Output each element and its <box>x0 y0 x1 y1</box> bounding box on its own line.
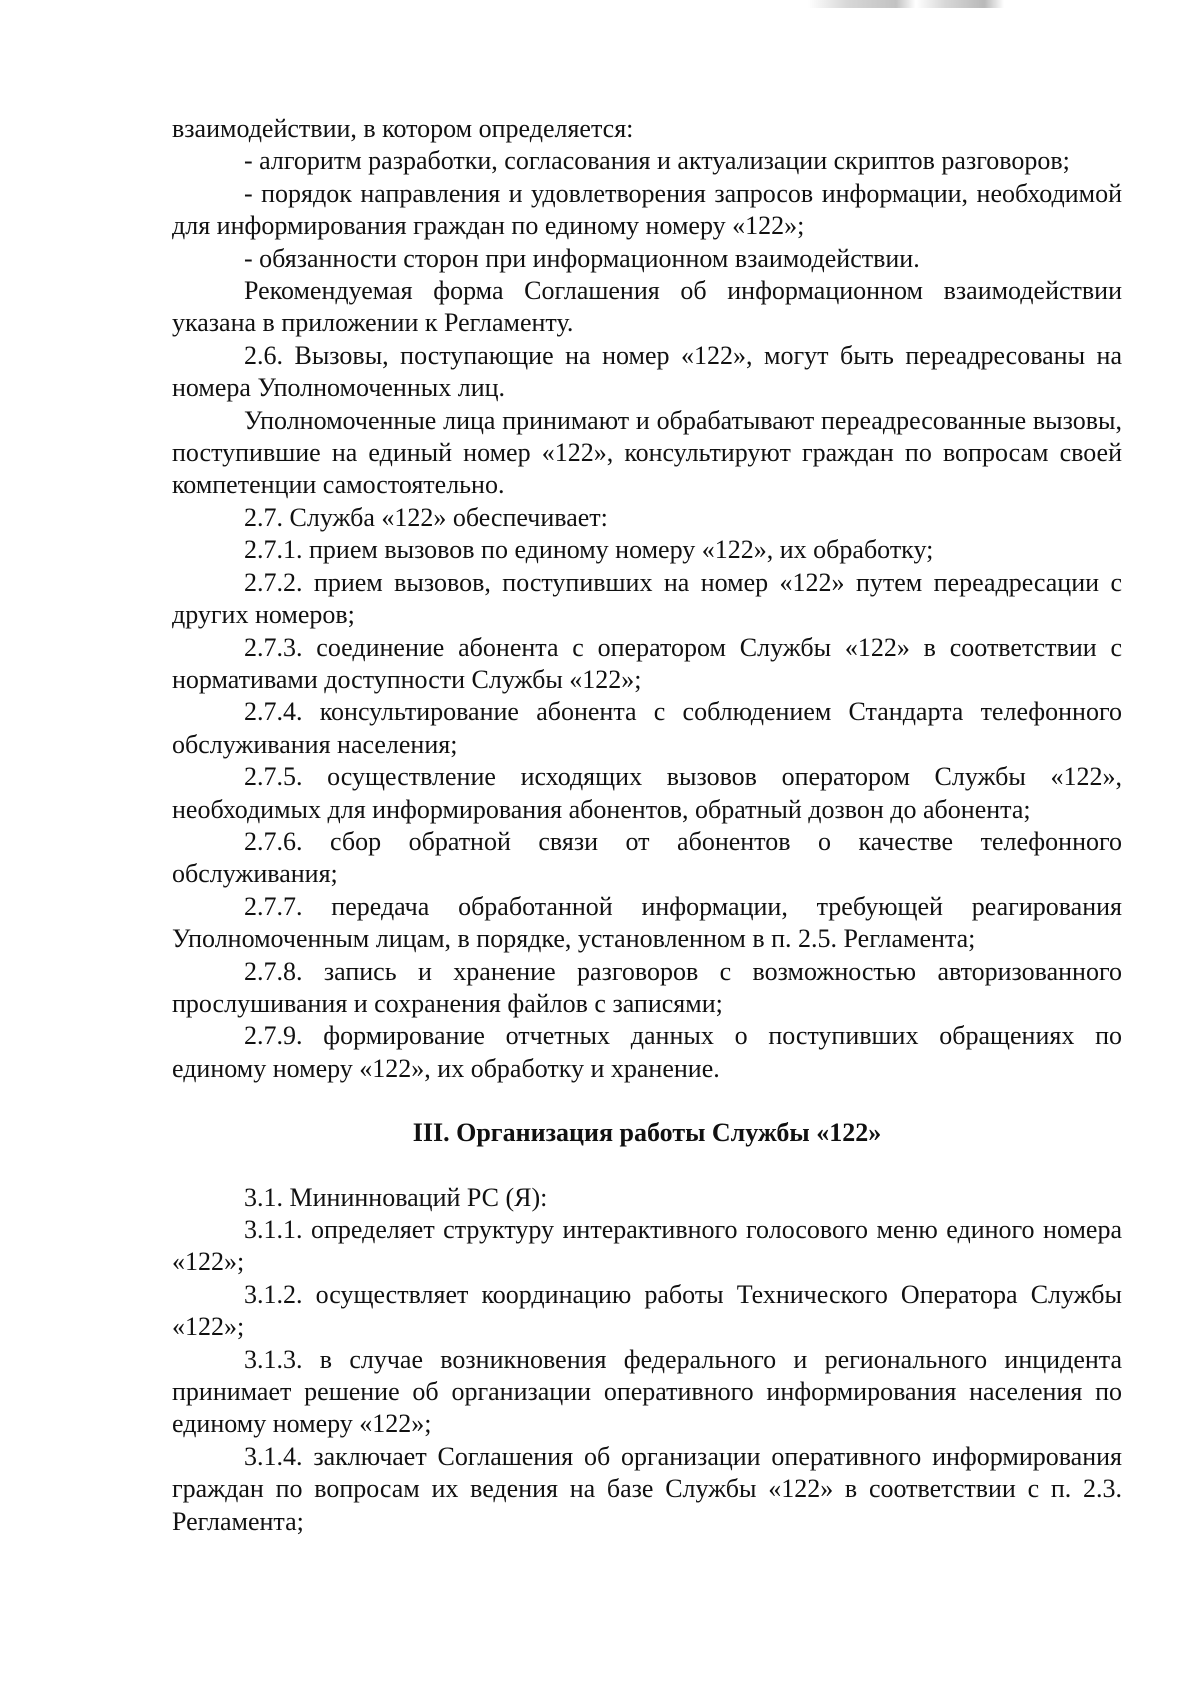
spacer <box>172 1085 1122 1117</box>
paragraph: 2.7. Служба «122» обеспечивает: <box>244 502 608 532</box>
paragraph: 3.1.2. осуществляет координацию работы Технического Оператора Службы «122»; <box>172 1279 1122 1342</box>
paragraph: - алгоритм разработки, согласования и актуализации скриптов разговоров; <box>244 146 1070 176</box>
paragraph: 2.7.1. прием вызовов по единому номеру «122», их обработку; <box>244 535 934 565</box>
paragraph: 2.7.8. запись и хранение разговоров с возможностью авторизованного прослушивания и сохранения файлов с записями; <box>172 956 1122 1018</box>
paragraph: Уполномоченные лица принимают и обрабатывают переадресованные вызовы, поступившие на единый номер «122», консультируют граждан по вопросам своей компетенции самостоятельно. <box>172 405 1122 500</box>
spacer <box>172 1150 1122 1182</box>
scan-artifact <box>808 0 1004 8</box>
paragraph: 2.7.3. соединение абонента с оператором Службы «122» в соответствии с нормативами доступности Службы «122»; <box>172 632 1122 694</box>
section-heading: III. Организация работы Службы «122» <box>412 1118 882 1148</box>
paragraph: 3.1.4. заключает Соглашения об организации оперативного информирования граждан по вопросам их ведения на базе Службы «122» в соответствии с п. 2.3. Регламента; <box>172 1441 1122 1536</box>
paragraph: 2.6. Вызовы, поступающие на номер «122», могут быть переадресованы на номера Уполномоченных лиц. <box>172 340 1122 403</box>
paragraph: 3.1.1. определяет структуру интерактивного голосового меню единого номера «122»; <box>172 1215 1122 1277</box>
document-body <box>172 113 1122 1538</box>
paragraph: - порядок направления и удовлетворения запросов информации, необходимой для информирования граждан по единому номеру «122»; <box>172 178 1122 241</box>
paragraph: 2.7.6. сбор обратной связи от абонентов о качестве телефонного обслуживания; <box>172 826 1122 889</box>
paragraph: Рекомендуемая форма Соглашения об информационном взаимодействии указана в приложении к Регламенту. <box>172 276 1122 338</box>
paragraph: 3.1. Мининноваций РС (Я): <box>244 1182 548 1212</box>
paragraph: 2.7.5. осуществление исходящих вызовов оператором Службы «122», необходимых для информирования абонентов, обратный дозвон до абонента; <box>172 762 1122 824</box>
paragraph: - обязанности сторон при информационном взаимодействии. <box>244 243 920 273</box>
paragraph: 2.7.2. прием вызовов, поступивших на номер «122» путем переадресации с других номеров; <box>172 567 1122 630</box>
paragraph: 2.7.9. формирование отчетных данных о поступивших обращениях по единому номеру «122», их обработку и хранение. <box>172 1021 1122 1083</box>
paragraph: взаимодействии, в котором определяется: <box>172 114 634 143</box>
paragraph: 3.1.3. в случае возникновения федерального и регионального инцидента принимает решение об организации оперативного информирования населения по единому номеру «122»; <box>172 1344 1122 1439</box>
paragraph: 2.7.4. консультирование абонента с соблюдением Стандарта телефонного обслуживания населения; <box>172 697 1122 759</box>
paragraph: 2.7.7. передача обработанной информации, требующей реагирования Уполномоченным лицам, в порядке, установленном в п. 2.5. Регламента; <box>172 891 1122 954</box>
